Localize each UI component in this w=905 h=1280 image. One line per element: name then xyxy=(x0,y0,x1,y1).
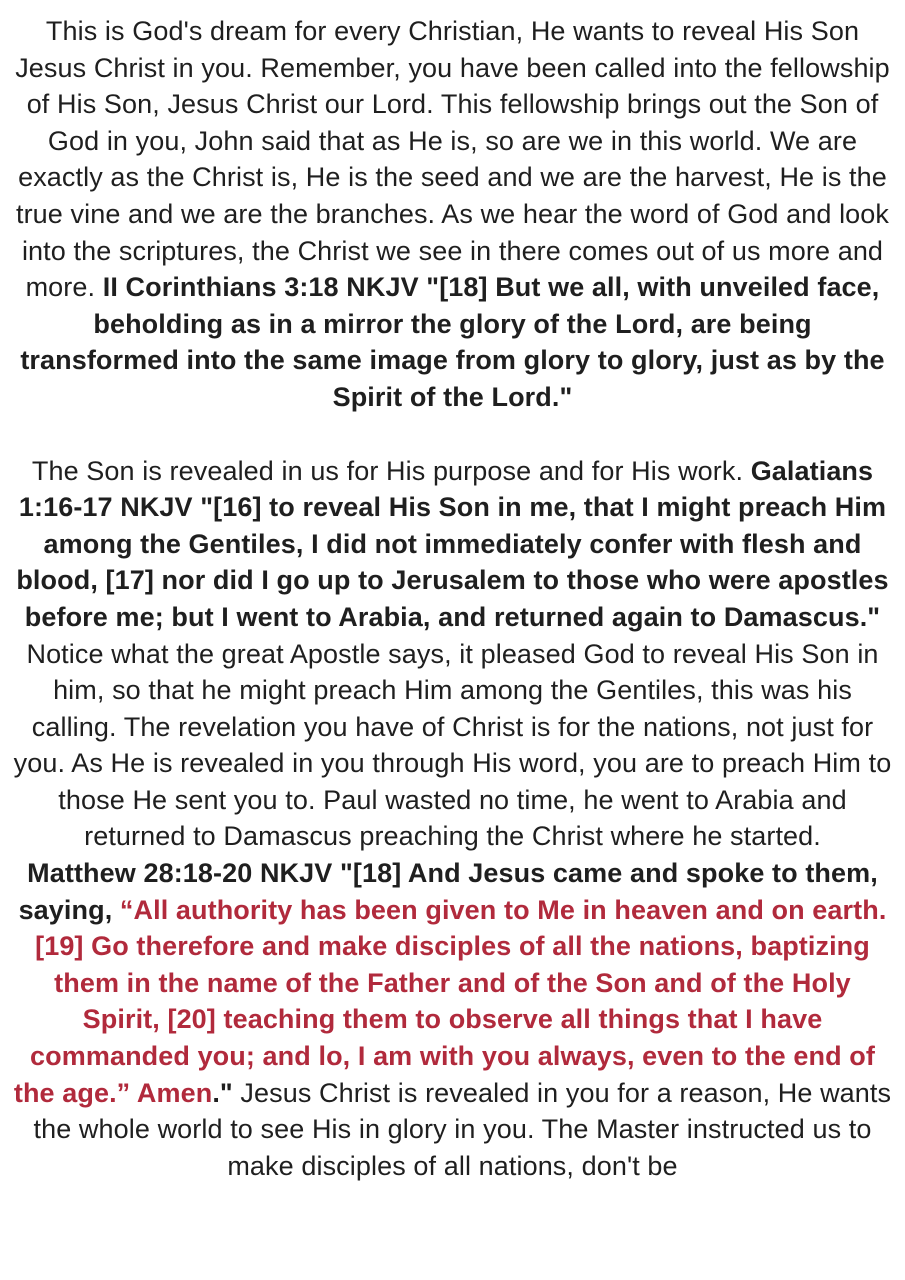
text-segment: Jesus Christ is revealed in you for a reason, He wants the whole world to see His in glory in you. The Master instructed us to make disciples of all nations, don't be xyxy=(33,1077,892,1181)
text-segment: ." xyxy=(212,1077,241,1108)
text-segment: The Son is revealed in us for His purpose and for His work. xyxy=(31,455,751,486)
paragraph xyxy=(13,453,892,1185)
text-segment: “All authority has been given to Me in heaven and on earth. [19] Go therefore and make disciples of all the nations, baptizing them in the name of the Father and of the Son and of the Holy Spirit, [20] teaching them to observe all things that I have commanded you; and lo, I am with you always, even to the end of the age.” Amen xyxy=(13,894,887,1108)
paragraph xyxy=(13,13,892,416)
text-segment: Notice what the great Apostle says, it pleased God to reveal His Son in him, so that he might preach Him among the Gentiles, this was his calling. The revelation you have of Christ is for the nations, not just for you. As He is revealed in you through His word, you are to preach Him to those He sent you to. Paul wasted no time, he went to Arabia and returned to Damascus preaching the Christ where he started. xyxy=(13,638,892,852)
text-segment: Matthew 28:18-20 NKJV "[18] And Jesus came and spoke to them, saying, xyxy=(18,858,878,925)
text-segment: II Corinthians 3:18 NKJV "[18] But we all, with unveiled face, beholding as in a mirror the glory of the Lord, are being transformed into the same image from glory to glory, just as by the Spirit of the Lord." xyxy=(20,272,885,412)
text-segment: This is God's dream for every Christian, He wants to reveal His Son Jesus Christ in you. Remember, you have been called into the fellowship of His Son, Jesus Christ our Lord. This fellowship brings out the Son of God in you, John said that as He is, so are we in this world. We are exactly as the Christ is, He is the seed and we are the harvest, He is the true vine and we are the branches. As we hear the word of God and look into the scriptures, the Christ we see in there comes out of us more and more. xyxy=(15,16,890,303)
text-segment: Galatians 1:16-17 NKJV "[16] to reveal His Son in me, that I might preach Him among the Gentiles, I did not immediately confer with flesh and blood, [17] nor did I go up to Jerusalem to those who were apostles before me; but I went to Arabia, and returned again to Damascus." xyxy=(16,455,889,632)
